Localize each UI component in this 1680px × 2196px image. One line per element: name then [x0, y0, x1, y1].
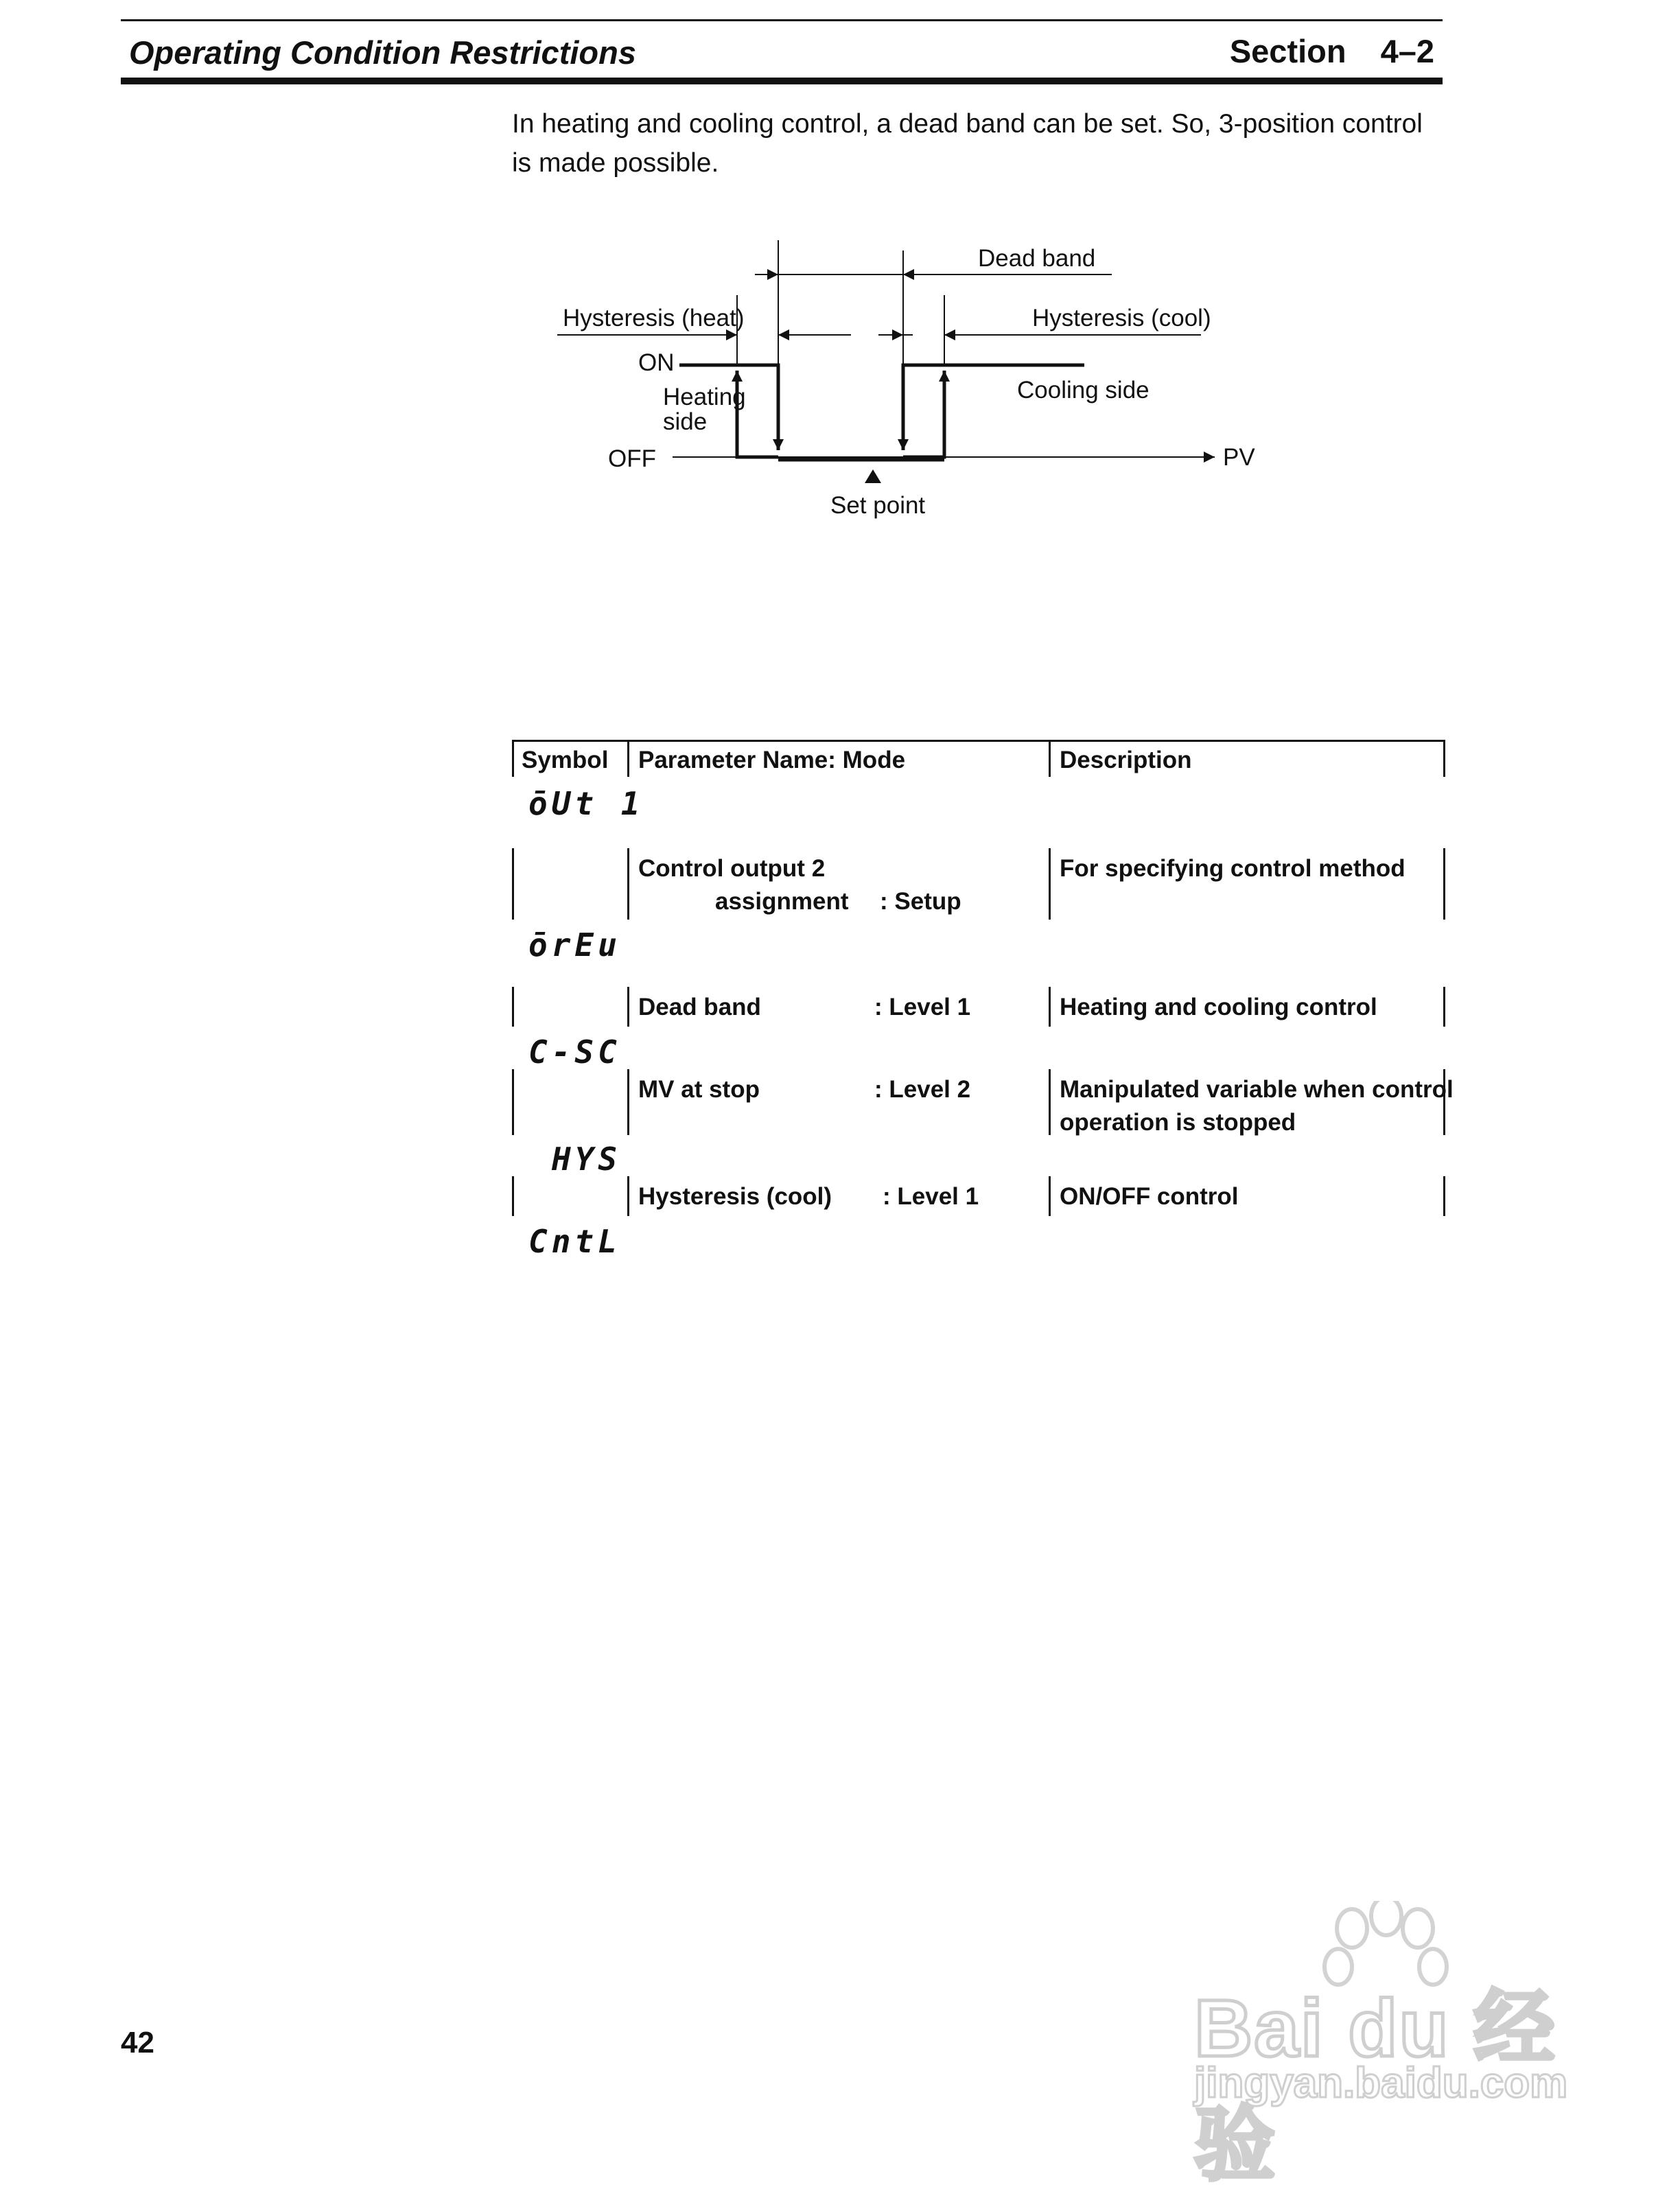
table-rule	[512, 740, 514, 777]
intro-line-2: is made possible.	[512, 148, 719, 178]
cooling-side-label: Cooling side	[1017, 377, 1150, 404]
table-rule	[1049, 1069, 1051, 1135]
table-rule	[1049, 848, 1051, 920]
symbol-out1: ōUt 1	[528, 785, 644, 822]
intro-line-1: In heating and cooling control, a dead band can be set. So, 3-position control	[512, 109, 1423, 139]
table-rule	[627, 1069, 629, 1135]
row4-mode: : Level 1	[883, 1183, 979, 1210]
pv-label: PV	[1223, 444, 1255, 471]
cooling-rise-line	[903, 371, 944, 457]
section-number: 4–2	[1380, 33, 1434, 69]
table-rule	[512, 1069, 514, 1135]
symbol-orev: ōrEu	[528, 926, 621, 963]
page-title: Operating Condition Restrictions	[129, 34, 636, 71]
cooling-fall-line	[903, 365, 944, 450]
row3-desc-line1: Manipulated variable when control	[1060, 1076, 1454, 1103]
header-symbol: Symbol	[522, 747, 609, 773]
table-rule	[512, 987, 514, 1027]
intro-paragraph	[512, 104, 1459, 183]
row3-mode: : Level 2	[874, 1076, 971, 1103]
table-rule	[512, 1176, 514, 1216]
table-rule	[1049, 1176, 1051, 1216]
table-rule	[627, 848, 629, 920]
row2-mode: : Level 1	[874, 994, 971, 1020]
row1-param-line2: assignment	[715, 888, 849, 915]
table-rule	[627, 740, 629, 777]
watermark-url: jingyan.baidu.com	[1194, 2059, 1568, 2107]
on-label: ON	[638, 349, 675, 376]
dead-band-label: Dead band	[978, 245, 1096, 272]
section-word: Section	[1229, 33, 1346, 69]
symbol-c-sc: C-SC	[528, 1033, 621, 1071]
page-header	[121, 19, 1443, 84]
row4-param: Hysteresis (cool)	[638, 1183, 832, 1210]
off-label: OFF	[608, 445, 656, 472]
baidu-watermark	[1180, 1901, 1578, 2191]
symbol-cntl: CntL	[528, 1223, 621, 1260]
row1-mode: : Setup	[880, 888, 961, 915]
header-param: Parameter Name: Mode	[638, 747, 906, 773]
table-rule	[1049, 740, 1051, 777]
row1-desc: For specifying control method	[1060, 855, 1405, 882]
header-desc: Description	[1060, 747, 1192, 773]
table-rule	[1049, 987, 1051, 1027]
hys-heat-label: Hysteresis (heat)	[563, 305, 745, 331]
heating-side-label-1: Heating	[663, 384, 746, 410]
symbol-hys: HYS	[552, 1141, 622, 1178]
table-rule	[1443, 987, 1445, 1027]
row2-desc: Heating and cooling control	[1060, 994, 1377, 1020]
table-rule	[512, 848, 514, 920]
row2-param: Dead band	[638, 994, 761, 1020]
table-rule	[1443, 1176, 1445, 1216]
heating-side-label-2: side	[663, 408, 708, 435]
section-label	[1230, 32, 1434, 70]
table-top-rule	[512, 740, 1445, 742]
hys-cool-label: Hysteresis (cool)	[1032, 305, 1211, 331]
row3-desc-line2: operation is stopped	[1060, 1109, 1296, 1136]
row1-param-line1: Control output 2	[638, 855, 826, 882]
table-rule	[627, 987, 629, 1027]
table-rule	[1443, 740, 1445, 777]
table-rule	[1443, 848, 1445, 920]
row3-param: MV at stop	[638, 1076, 760, 1103]
watermark-name: Bai du 经验	[1194, 1983, 1556, 2191]
table-rule	[627, 1176, 629, 1216]
set-point-label: Set point	[830, 492, 926, 519]
set-point-marker	[865, 469, 881, 483]
row4-desc: ON/OFF control	[1060, 1183, 1239, 1210]
page-number: 42	[121, 2026, 154, 2059]
dead-band-diagram	[528, 240, 1311, 535]
